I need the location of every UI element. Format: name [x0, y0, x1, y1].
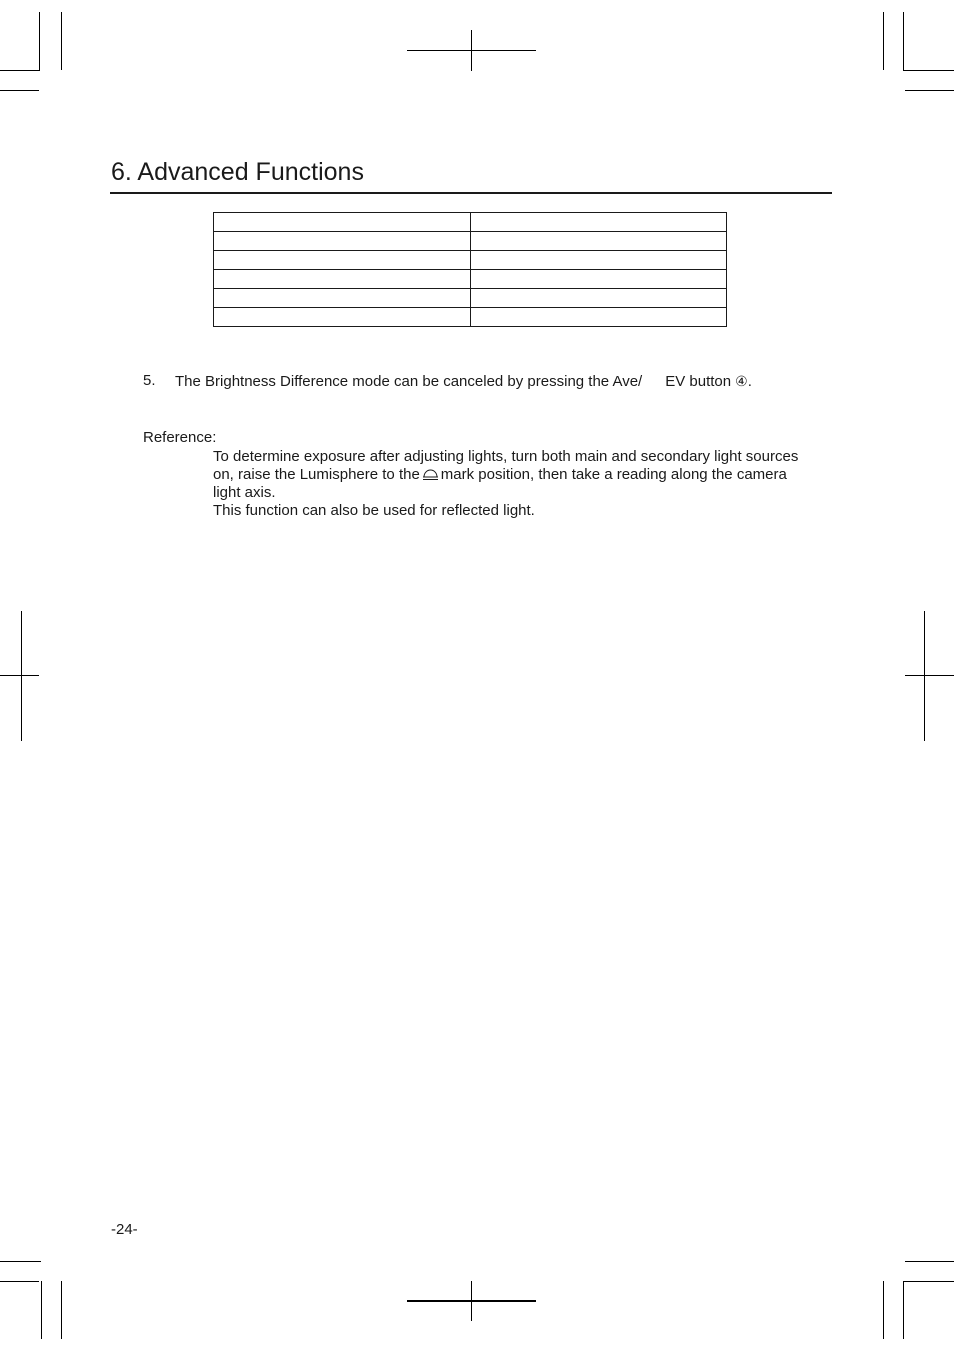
table-row	[214, 213, 727, 232]
table-cell	[470, 270, 727, 289]
reference-line-2-before: on, raise the Lumisphere to the	[213, 466, 420, 483]
step-text-before: The Brightness Difference mode can be canceled by pressing the Ave/	[175, 373, 643, 390]
step-number: 5.	[143, 372, 156, 389]
blank-table	[213, 212, 727, 327]
page-title: 6. Advanced Functions	[111, 158, 364, 186]
reference-line-2-after: mark position, then take a reading along the camera	[440, 466, 787, 483]
table-cell	[214, 251, 471, 270]
reference-label: Reference:	[143, 429, 217, 446]
table-cell	[470, 251, 727, 270]
table-row	[214, 289, 727, 308]
table-row	[214, 251, 727, 270]
table-cell	[214, 270, 471, 289]
table-cell	[470, 213, 727, 232]
reference-line-4: This function can also be used for reflected light.	[213, 502, 535, 519]
table-cell	[214, 289, 471, 308]
step-text-end: .	[747, 373, 752, 390]
reference-line-3: light axis.	[213, 484, 276, 501]
table-row	[214, 270, 727, 289]
reference-line-2	[213, 466, 823, 484]
reference-line-1: To determine exposure after adjusting lights, turn both main and secondary light sources	[213, 448, 799, 465]
title-rule	[110, 192, 832, 194]
table-cell	[470, 308, 727, 327]
step-text	[175, 372, 752, 391]
table-row	[214, 308, 727, 327]
table-cell	[214, 232, 471, 251]
table-row	[214, 232, 727, 251]
table-cell	[214, 308, 471, 327]
table-cell	[470, 289, 727, 308]
step-text-after: EV button	[665, 373, 732, 390]
circled-number-4: ④	[735, 373, 748, 389]
page-number: -24-	[111, 1221, 138, 1238]
reference-body	[213, 448, 823, 520]
lumisphere-dome-icon	[422, 467, 439, 479]
table-cell	[214, 213, 471, 232]
table-cell	[470, 232, 727, 251]
